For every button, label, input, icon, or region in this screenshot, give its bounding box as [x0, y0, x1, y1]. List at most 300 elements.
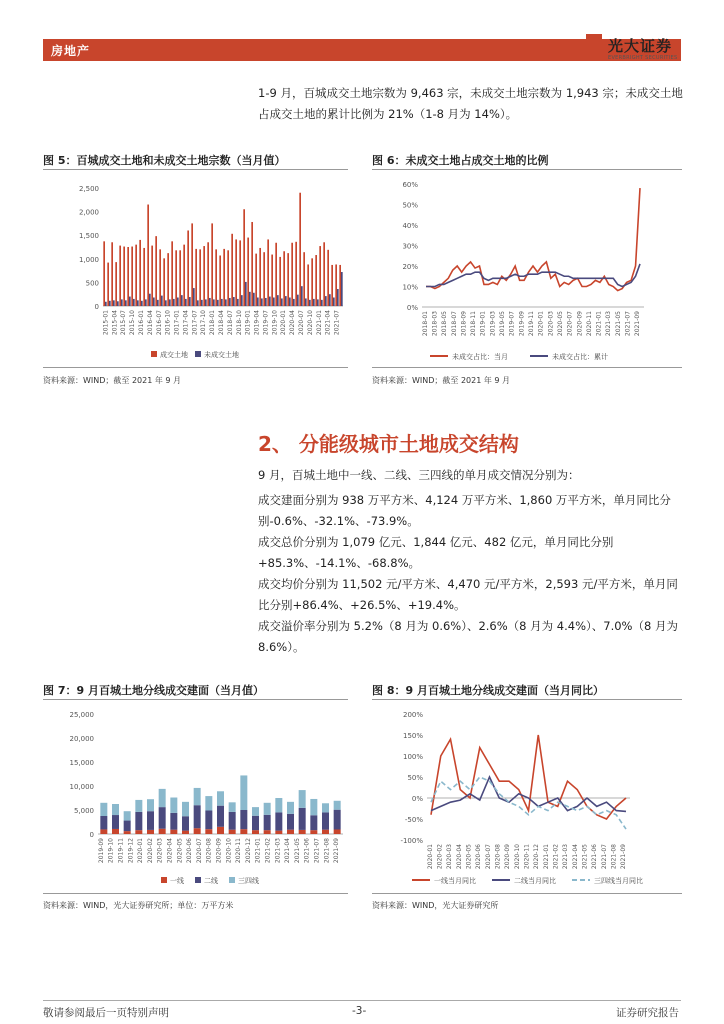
fig5-bar-untraded	[117, 301, 119, 306]
fig5-xtick-label: 2018-07	[226, 310, 234, 336]
fig7-bar-tier3	[147, 799, 154, 811]
fig5-bar-traded	[211, 223, 213, 306]
fig5-xtick-label: 2015-01	[102, 310, 110, 336]
fig7-xtick-label: 2019-10	[107, 838, 115, 864]
fig8-legend-label: 一线当月同比	[434, 877, 476, 885]
fig5-bar-traded	[251, 222, 253, 306]
fig5-bar-traded	[279, 257, 281, 306]
fig5-xtick-label: 2018-10	[235, 310, 243, 336]
fig7-bar-tier3	[205, 796, 212, 810]
fig8-xtick-label: 2021-07	[600, 844, 608, 870]
fig5-xtick-label: 2017-07	[191, 310, 199, 336]
fig7-legend-label: 二线	[204, 877, 218, 885]
fig6-xtick-label: 2021-05	[614, 311, 622, 337]
fig5-bar-traded	[223, 249, 225, 306]
fig5-bar-untraded	[165, 300, 167, 306]
brand-logo	[586, 30, 686, 70]
fig6-line-monthly	[426, 188, 640, 291]
fig7-xtick-label: 2021-02	[264, 838, 272, 864]
fig6-xtick-label: 2019-07	[508, 311, 516, 337]
fig5-bar-untraded	[217, 300, 219, 306]
fig7-bar-tier2	[252, 816, 259, 830]
footer-disclaimer[interactable]: 敬请参阅最后一页特别声明	[43, 1007, 169, 1019]
fig5-xtick-label: 2020-07	[298, 310, 305, 336]
fig5-xtick-label: 2019-01	[244, 310, 252, 336]
fig7-ytick-label: 0	[89, 831, 94, 839]
fig6-source: 资料来源：WIND；截至 2021 年 9 月	[372, 376, 511, 385]
fig7-bar-tier2	[287, 814, 294, 830]
fig5-bar-untraded	[181, 295, 183, 306]
fig7-bar-tier3	[264, 803, 271, 815]
fig7-bar-tier1	[299, 830, 306, 834]
fig5-bar-traded	[131, 247, 133, 306]
fig7-bar-tier2	[310, 815, 317, 830]
fig8-legend-label: 二线当月同比	[514, 877, 556, 885]
fig8-bottom-divider	[372, 893, 682, 894]
fig7-xtick-label: 2019-09	[97, 838, 105, 864]
fig7-bar-tier2	[100, 816, 107, 829]
fig5-bar-traded	[135, 245, 137, 306]
fig5-bar-untraded	[257, 298, 259, 306]
fig6-ytick-label: 50%	[402, 201, 418, 210]
fig5-xtick-label: 2016-07	[155, 310, 163, 336]
fig5-bar-untraded	[337, 289, 339, 306]
fig7-title: 图 7：9 月百城土地分线成交建面（当月值）	[43, 684, 264, 697]
paragraph-total: 成交总价分别为 1,079 亿元、1,844 亿元、482 亿元，单月同比分别+85.3%、-14.1%、-68.8%。	[258, 535, 614, 570]
fig5-bar-traded	[259, 248, 261, 306]
fig5-bar-traded	[171, 241, 173, 306]
fig7-bar-tier1	[310, 830, 317, 834]
fig7-xtick-label: 2020-12	[244, 838, 252, 864]
fig5-bar-traded	[295, 242, 297, 306]
fig5-bar-traded	[191, 223, 193, 306]
fig8-source: 资料来源：WIND，光大证券研究所	[372, 901, 499, 910]
fig6-xtick-label: 2019-05	[499, 311, 507, 337]
fig7-bar-tier2	[264, 815, 271, 830]
fig7-bar-tier1	[205, 829, 212, 834]
fig5-xtick-label: 2021-04	[324, 310, 332, 336]
fig7-bar-tier3	[299, 790, 306, 808]
fig5-bar-untraded	[193, 288, 195, 306]
fig5-xtick-label: 2015-04	[111, 310, 119, 336]
fig5-bar-traded	[275, 243, 277, 306]
fig5-bar-untraded	[293, 299, 295, 306]
fig5-bar-untraded	[177, 298, 179, 306]
brand-subtitle: EVERBRIGHT SECURITIES	[608, 55, 678, 61]
fig5-xtick-label: 2020-01	[280, 310, 288, 336]
fig7-xtick-label: 2019-11	[117, 838, 125, 864]
fig7-bar-tier1	[252, 830, 259, 834]
fig5-bar-traded	[127, 247, 129, 306]
page-number: -3-	[352, 1005, 367, 1017]
fig5-bar-untraded	[209, 298, 211, 306]
fig6-xtick-label: 2018-01	[421, 311, 429, 337]
fig5-xtick-label: 2021-07	[333, 310, 341, 336]
fig6-bottom-divider	[372, 367, 682, 368]
section-title: 2、 分能级城市土地成交结构	[258, 432, 519, 456]
fig7-xtick-label: 2020-02	[146, 838, 154, 864]
fig7-bar-tier1	[229, 830, 236, 834]
fig7-bar-tier2	[275, 812, 282, 830]
fig6-xtick-label: 2019-09	[518, 311, 526, 337]
fig5-bar-traded	[115, 262, 117, 306]
fig5-bar-traded	[303, 252, 305, 306]
fig5-bar-untraded	[189, 297, 191, 306]
fig5-bar-untraded	[285, 296, 287, 306]
fig6-ytick-label: 10%	[402, 283, 418, 292]
fig5-bar-traded	[235, 239, 237, 306]
fig7-bar-tier1	[334, 829, 341, 834]
fig5-bar-traded	[299, 193, 301, 306]
fig5-bar-untraded	[105, 302, 107, 306]
fig6-legend-label: 未成交占比：当月	[452, 353, 508, 361]
fig5-bar-untraded	[125, 300, 127, 306]
fig6-xtick-label: 2020-11	[585, 311, 593, 337]
fig7-bar-tier3	[112, 804, 119, 815]
fig7-bar-tier2	[229, 812, 236, 830]
fig8-xtick-label: 2021-09	[620, 844, 628, 870]
fig5-ytick-label: 500	[85, 279, 99, 288]
fig5-bar-traded	[271, 255, 273, 306]
fig7-bar-tier1	[135, 830, 142, 834]
fig5-bar-untraded	[333, 298, 335, 306]
fig7-xtick-label: 2021-01	[254, 838, 262, 864]
fig7-xtick-label: 2020-06	[186, 838, 194, 864]
fig5-bar-traded	[327, 250, 329, 306]
fig5-bar-traded	[255, 254, 257, 306]
fig8-xtick-label: 2020-12	[533, 844, 541, 870]
fig5-xtick-label: 2015-10	[129, 310, 137, 336]
fig8-xtick-label: 2020-06	[475, 844, 483, 870]
fig5-xtick-label: 2017-01	[173, 310, 181, 336]
fig5-bar-traded	[315, 255, 317, 306]
fig6-xtick-label: 2021-03	[605, 311, 613, 337]
fig7-bar-tier2	[299, 808, 306, 830]
fig5-bar-untraded	[281, 298, 283, 306]
fig5-bar-untraded	[317, 299, 319, 306]
fig5-xtick-label: 2021-01	[315, 310, 323, 336]
fig8-ytick-label: 150%	[402, 732, 423, 740]
fig7-bar-tier3	[100, 803, 107, 816]
fig6-xtick-label: 2018-03	[431, 311, 439, 337]
fig5-bar-traded	[175, 250, 177, 306]
fig5-bar-untraded	[173, 299, 175, 306]
fig5-bar-traded	[307, 264, 309, 306]
fig7-bar-tier2	[112, 815, 119, 829]
fig5-xtick-label: 2017-10	[200, 310, 208, 336]
fig7-xtick-label: 2020-09	[215, 838, 223, 864]
fig8-divider	[372, 699, 682, 700]
fig5-bar-untraded	[153, 298, 155, 306]
fig7-xtick-label: 2020-04	[166, 838, 174, 864]
fig6-xtick-label: 2018-09	[460, 311, 468, 337]
fig7-bar-tier1	[147, 830, 154, 834]
fig8-ytick-label: 100%	[402, 753, 423, 761]
fig5-ytick-label: 1,000	[78, 255, 99, 264]
fig7-bar-tier3	[182, 802, 189, 816]
fig8-xtick-label: 2021-04	[571, 844, 579, 870]
paragraph-price: 成交均价分别为 11,502 元/平方米、4,470 元/平方米，2,593 元/平方米，单月同比分别+86.4%、+26.5%、+19.4%。	[258, 577, 678, 612]
fig8-xtick-label: 2021-02	[552, 844, 560, 870]
fig5-bar-traded	[203, 246, 205, 306]
fig5-bar-traded	[323, 242, 325, 306]
fig6-xtick-label: 2021-07	[624, 311, 632, 337]
fig5-bar-traded	[119, 246, 121, 306]
fig6-xtick-label: 2021-01	[595, 311, 603, 337]
fig7-bar-tier2	[147, 811, 154, 830]
fig7-bar-tier2	[135, 812, 142, 830]
fig5-bar-traded	[111, 242, 113, 306]
fig8-xtick-label: 2020-10	[513, 844, 521, 870]
fig5-bar-traded	[159, 249, 161, 306]
fig5-bar-untraded	[341, 272, 343, 306]
fig5-xtick-label: 2019-04	[253, 310, 261, 336]
fig6-xtick-label: 2020-09	[576, 311, 584, 337]
fig5-bar-traded	[147, 205, 149, 306]
fig5-bar-traded	[219, 255, 221, 306]
fig5-ytick-label: 2,000	[78, 208, 99, 217]
fig7-divider	[43, 699, 348, 700]
fig5-bar-traded	[179, 250, 181, 306]
fig5-bar-traded	[103, 241, 105, 306]
fig6-xtick-label: 2019-01	[479, 311, 487, 337]
fig8-xtick-label: 2020-11	[523, 844, 531, 870]
fig7-bar-tier1	[287, 830, 294, 834]
fig7-bar-tier1	[322, 830, 329, 834]
fig7-ytick-label: 25,000	[69, 711, 94, 719]
fig8-ytick-label: -100%	[400, 837, 423, 845]
fig7-bar-tier3	[322, 803, 329, 812]
fig6-xtick-label: 2020-03	[547, 311, 555, 337]
fig8-xtick-label: 2021-03	[562, 844, 570, 870]
fig5-bar-traded	[183, 245, 185, 306]
fig5-bar-untraded	[113, 300, 115, 306]
fig7-bar-tier1	[194, 828, 201, 834]
fig5-bar-untraded	[205, 299, 207, 306]
fig5-xtick-label: 2017-04	[182, 310, 190, 336]
fig5-bar-traded	[123, 247, 125, 306]
fig5-xtick-label: 2016-04	[146, 310, 154, 336]
fig5-xtick-label: 2020-04	[289, 310, 297, 336]
fig5-bar-untraded	[289, 298, 291, 306]
fig5-bar-traded	[263, 252, 265, 306]
fig5-bar-traded	[163, 258, 165, 306]
fig7-xtick-label: 2021-07	[313, 838, 321, 864]
fig5-bar-traded	[291, 243, 293, 306]
fig6-xtick-label: 2021-09	[634, 311, 642, 337]
fig8-xtick-label: 2020-07	[484, 844, 492, 870]
fig8-xtick-label: 2021-08	[610, 844, 618, 870]
fig5-legend-label: 未成交土地	[204, 351, 239, 359]
fig5-xtick-label: 2016-01	[138, 310, 145, 336]
fig5-bar-untraded	[237, 299, 239, 306]
fig7-chart	[43, 702, 348, 890]
fig5-bar-untraded	[133, 299, 135, 306]
fig5-bar-traded	[155, 236, 157, 306]
fig7-bottom-divider	[43, 893, 348, 894]
fig6-legend-label: 未成交占比：累计	[552, 353, 608, 361]
fig7-bar-tier3	[170, 798, 177, 813]
fig7-xtick-label: 2020-10	[225, 838, 233, 864]
fig7-xtick-label: 2021-06	[303, 838, 311, 864]
fig5-xtick-label: 2020-10	[306, 310, 314, 336]
fig8-ytick-label: 200%	[402, 711, 423, 719]
fig8-xtick-label: 2020-05	[465, 844, 473, 870]
fig5-bar-untraded	[261, 298, 263, 306]
fig5-bar-untraded	[169, 299, 171, 306]
fig5-bar-untraded	[305, 298, 307, 306]
fig7-bar-tier2	[334, 810, 341, 830]
fig5-ytick-label: 2,500	[78, 185, 99, 193]
fig5-bar-traded	[283, 251, 285, 306]
fig8-ytick-label: 0%	[411, 795, 423, 803]
fig5-title: 图 5：百城成交土地和未成交土地宗数（当月值）	[43, 154, 286, 167]
fig5-xtick-label: 2016-10	[164, 310, 172, 336]
fig7-bar-tier1	[124, 831, 131, 834]
fig6-xtick-label: 2019-03	[489, 311, 497, 337]
fig7-ytick-label: 15,000	[69, 759, 94, 767]
fig7-bar-tier1	[182, 831, 189, 834]
fig7-legend-label: 三四线	[238, 877, 259, 885]
fig6-chart	[372, 172, 682, 364]
fig6-xtick-label: 2019-11	[528, 311, 535, 337]
footer-report-type: 证券研究报告	[616, 1007, 679, 1019]
fig7-bar-tier3	[334, 801, 341, 810]
fig7-bar-tier3	[194, 788, 201, 805]
fig5-bar-traded	[207, 242, 209, 306]
fig7-ytick-label: 5,000	[73, 807, 94, 815]
fig7-ytick-label: 10,000	[69, 783, 94, 791]
fig5-bar-traded	[143, 248, 145, 306]
fig6-title: 图 6：未成交土地占成交土地的比例	[372, 154, 549, 167]
fig5-bar-traded	[231, 234, 233, 306]
fig5-bar-traded	[319, 246, 321, 306]
fig5-bar-untraded	[309, 300, 311, 306]
fig7-ytick-label: 20,000	[69, 735, 94, 743]
fig7-xtick-label: 2021-05	[293, 838, 301, 864]
fig7-bar-tier1	[100, 829, 107, 834]
fig7-bar-tier2	[170, 813, 177, 830]
fig8-chart	[372, 702, 682, 890]
fig5-chart	[43, 172, 348, 364]
fig5-bar-untraded	[145, 299, 147, 306]
fig6-xtick-label: 2020-05	[556, 311, 564, 337]
fig5-bar-untraded	[225, 299, 227, 306]
fig5-bar-traded	[335, 264, 337, 306]
fig5-bar-untraded	[313, 299, 315, 306]
fig5-bar-untraded	[137, 300, 139, 306]
fig8-xtick-label: 2021-01	[542, 844, 550, 870]
fig7-bar-tier3	[287, 802, 294, 814]
fig6-xtick-label: 2018-07	[450, 311, 458, 337]
fig5-bar-untraded	[265, 298, 267, 306]
fig7-legend-swatch	[195, 877, 201, 883]
fig7-bar-tier3	[310, 799, 317, 815]
fig5-divider	[43, 169, 348, 170]
fig5-bar-untraded	[245, 282, 247, 306]
fig7-bar-tier3	[217, 791, 224, 805]
fig7-bar-tier3	[135, 800, 142, 812]
fig5-bar-untraded	[185, 299, 187, 306]
footer-divider	[43, 1000, 681, 1001]
fig7-bar-tier1	[264, 830, 271, 834]
fig6-ytick-label: 30%	[402, 242, 418, 251]
fig5-bar-untraded	[233, 297, 235, 306]
fig5-bar-untraded	[241, 295, 243, 306]
fig5-bar-traded	[227, 250, 229, 306]
category-label: 房地产	[51, 44, 91, 58]
fig7-xtick-label: 2020-01	[137, 838, 145, 864]
fig7-bar-tier1	[217, 827, 224, 834]
fig5-bar-traded	[339, 265, 341, 306]
paragraph-intro: 9 月，百城土地中一线、二线、三四线的单月成交情况分别为：	[258, 468, 580, 482]
fig7-bar-tier2	[217, 806, 224, 827]
fig5-bar-untraded	[273, 298, 275, 306]
fig5-bar-traded	[247, 238, 249, 306]
fig5-bar-untraded	[201, 300, 203, 306]
fig5-bar-untraded	[161, 296, 163, 306]
fig5-bar-traded	[167, 253, 169, 306]
fig5-bar-traded	[107, 263, 109, 306]
fig7-bar-tier2	[194, 805, 201, 828]
fig8-xtick-label: 2020-03	[446, 844, 454, 870]
fig6-ytick-label: 60%	[402, 181, 418, 189]
fig7-bar-tier3	[252, 807, 259, 816]
fig7-bar-tier1	[170, 830, 177, 834]
fig7-bar-tier2	[240, 810, 247, 829]
fig7-bar-tier2	[124, 821, 131, 832]
fig5-bottom-divider	[43, 367, 348, 368]
fig5-bar-untraded	[109, 301, 111, 306]
fig5-bar-traded	[151, 246, 153, 306]
fig5-bar-traded	[239, 240, 241, 306]
fig5-bar-untraded	[129, 297, 131, 306]
fig7-xtick-label: 2020-03	[156, 838, 164, 864]
fig7-bar-tier3	[229, 802, 236, 812]
fig5-bar-traded	[243, 209, 245, 306]
fig5-bar-untraded	[141, 301, 143, 306]
fig7-legend-label: 一线	[170, 877, 184, 885]
fig7-bar-tier1	[159, 829, 166, 834]
fig8-legend-label: 三四线当月同比	[594, 877, 643, 885]
fig8-xtick-label: 2020-02	[436, 844, 444, 870]
fig5-bar-untraded	[325, 296, 327, 306]
fig5-bar-untraded	[149, 294, 151, 306]
fig5-bar-traded	[195, 249, 197, 306]
fig5-bar-traded	[199, 249, 201, 306]
fig7-xtick-label: 2021-09	[333, 838, 341, 864]
fig7-source: 资料来源：WIND，光大证券研究所；单位：万平方米	[43, 901, 234, 910]
fig5-bar-traded	[187, 230, 189, 306]
fig5-bar-untraded	[277, 295, 279, 306]
fig7-bar-tier2	[159, 807, 166, 829]
fig5-legend-swatch	[195, 351, 201, 357]
fig5-bar-untraded	[249, 292, 251, 306]
fig5-bar-untraded	[297, 295, 299, 306]
fig8-title: 图 8：9 月百城土地分线成交建面（当月同比）	[372, 684, 604, 697]
fig8-ytick-label: 50%	[407, 774, 423, 782]
fig6-xtick-label: 2018-11	[470, 311, 478, 337]
fig8-ytick-label: -50%	[404, 816, 423, 824]
fig6-ytick-label: 0%	[406, 304, 418, 312]
fig5-bar-untraded	[301, 286, 303, 306]
fig8-xtick-label: 2020-09	[504, 844, 512, 870]
fig7-xtick-label: 2020-11	[235, 838, 243, 864]
fig7-xtick-label: 2020-05	[176, 838, 184, 864]
fig5-bar-untraded	[229, 298, 231, 306]
fig7-xtick-label: 2021-08	[323, 838, 331, 864]
fig5-bar-traded	[331, 265, 333, 306]
